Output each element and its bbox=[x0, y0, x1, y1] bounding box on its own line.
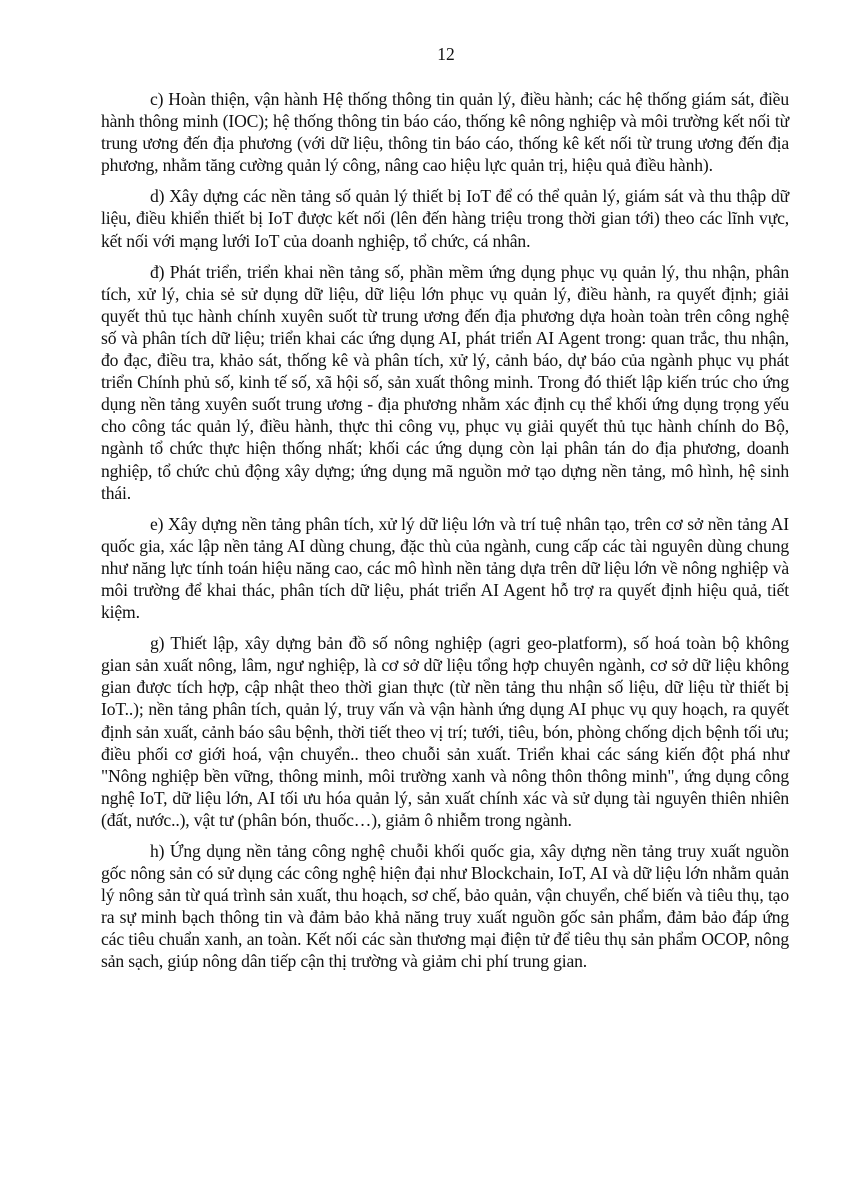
paragraph-d: d) Xây dựng các nền tảng số quản lý thiết bị IoT để có thể quản lý, giám sát và thu thập dữ liệu, điều khiển thiết bị IoT được kết nối (lên đến hàng triệu trong thời gian tới) theo các lĩnh vực, kết nối với mạng lưới IoT của doanh nghiệp, tổ chức, cá nhân. bbox=[101, 186, 789, 251]
paragraph-e: e) Xây dựng nền tảng phân tích, xử lý dữ liệu lớn và trí tuệ nhân tạo, trên cơ sở nền tảng AI quốc gia, xác lập nền tảng AI dùng chung, đặc thù của ngành, cung cấp các tài nguyên dùng chung như năng lực tính toán hiệu năng cao, các mô hình nền tảng dựa trên dữ liệu lớn về nông nghiệp và môi trường để khai thác, phân tích dữ liệu, phát triển AI Agent hỗ trợ ra quyết định hiệu quả, tiết kiệm. bbox=[101, 513, 789, 623]
paragraph-g: g) Thiết lập, xây dựng bản đồ số nông nghiệp (agri geo-platform), số hoá toàn bộ không gian sản xuất nông, lâm, ngư nghiệp, là cơ sở dữ liệu tổng hợp chuyên ngành, cơ sở dữ liệu không gian được tích hợp, cập nhật theo thời gian thực (từ nền tảng thu nhận số liệu, dữ liệu từ thiết bị IoT..); nền tảng phân tích, quản lý, truy vấn và vận hành ứng dụng AI phục vụ quy hoạch, ra quyết định sản xuất, cảnh báo sâu bệnh, thời tiết theo vị trí; tưới, tiêu, bón, phòng chống dịch bệnh tối ưu; điều phối cơ giới hoá, vận chuyển.. theo chuỗi sản xuất. Triển khai các sáng kiến đột phá như "Nông nghiệp bền vững, thông minh, môi trường xanh và nông thôn thông minh", ứng dụng công nghệ IoT, dữ liệu lớn, AI tối ưu hóa quản lý, sản xuất chính xác và sử dụng tài nguyên thiên nhiên (đất, nước..), vật tư (phân bón, thuốc…), giảm ô nhiễm trong ngành. bbox=[101, 633, 789, 830]
document-body bbox=[101, 88, 789, 982]
page-number: 12 bbox=[437, 44, 455, 64]
paragraph-c: c) Hoàn thiện, vận hành Hệ thống thông tin quản lý, điều hành; các hệ thống giám sát, điều hành thông minh (IOC); hệ thống thông tin báo cáo, thống kê nông nghiệp và môi trường kết nối từ trung ương đến địa phương (với dữ liệu, thông tin báo cáo, thống kê kết nối từ trung ương đến địa phương, nhằm tăng cường quản lý công, nâng cao hiệu lực quản trị, hiệu quả điều hành). bbox=[101, 89, 789, 176]
paragraph-dd: đ) Phát triển, triển khai nền tảng số, phần mềm ứng dụng phục vụ quản lý, thu nhận, phân tích, xử lý, chia sẻ sử dụng dữ liệu, dữ liệu lớn phục vụ quản lý, điều hành, ra quyết định; giải quyết thủ tục hành chính xuyên suốt từ trung ương đến địa phương dựa hoàn toàn trên công nghệ số và phân tích dữ liệu; triển khai các ứng dụng AI, phát triển AI Agent trong: quan trắc, thu nhận, đo đạc, điều tra, khảo sát, thống kê và phân tích, xử lý, cảnh báo, dự báo của ngành phục vụ phát triển Chính phủ số, kinh tế số, xã hội số, sản xuất thông minh. Trong đó thiết lập kiến trúc cho ứng dụng nền tảng xuyên suốt trung ương - địa phương nhằm xác định cụ thể khối ứng dụng trọng yếu cho công tác quản lý, điều hành, thực thi công vụ, phục vụ giải quyết thủ tục hành chính do Bộ, ngành tổ chức thực hiện thống nhất; khối các ứng dụng còn lại phân tán do địa phương, doanh nghiệp, tổ chức chủ động xây dựng; ứng dụng mã nguồn mở tạo dựng nền tảng, mô hình, hệ sinh thái. bbox=[101, 261, 789, 503]
paragraph-h: h) Ứng dụng nền tảng công nghệ chuỗi khối quốc gia, xây dựng nền tảng truy xuất nguồn gốc nông sản có sử dụng các công nghệ hiện đại như Blockchain, IoT, AI và dữ liệu lớn nhằm quản lý nông sản từ quá trình sản xuất, thu hoạch, sơ chế, bảo quản, vận chuyển, chế biến và tiêu thụ, tạo ra sự minh bạch thông tin và đảm bảo khả năng truy xuất nguồn gốc sản phẩm, đảm bảo đáp ứng các tiêu chuẩn xanh, an toàn. Kết nối các sàn thương mại điện tử để tiêu thụ sản phẩm OCOP, nông sản sạch, giúp nông dân tiếp cận thị trường và giảm chi phí trung gian. bbox=[101, 841, 789, 972]
